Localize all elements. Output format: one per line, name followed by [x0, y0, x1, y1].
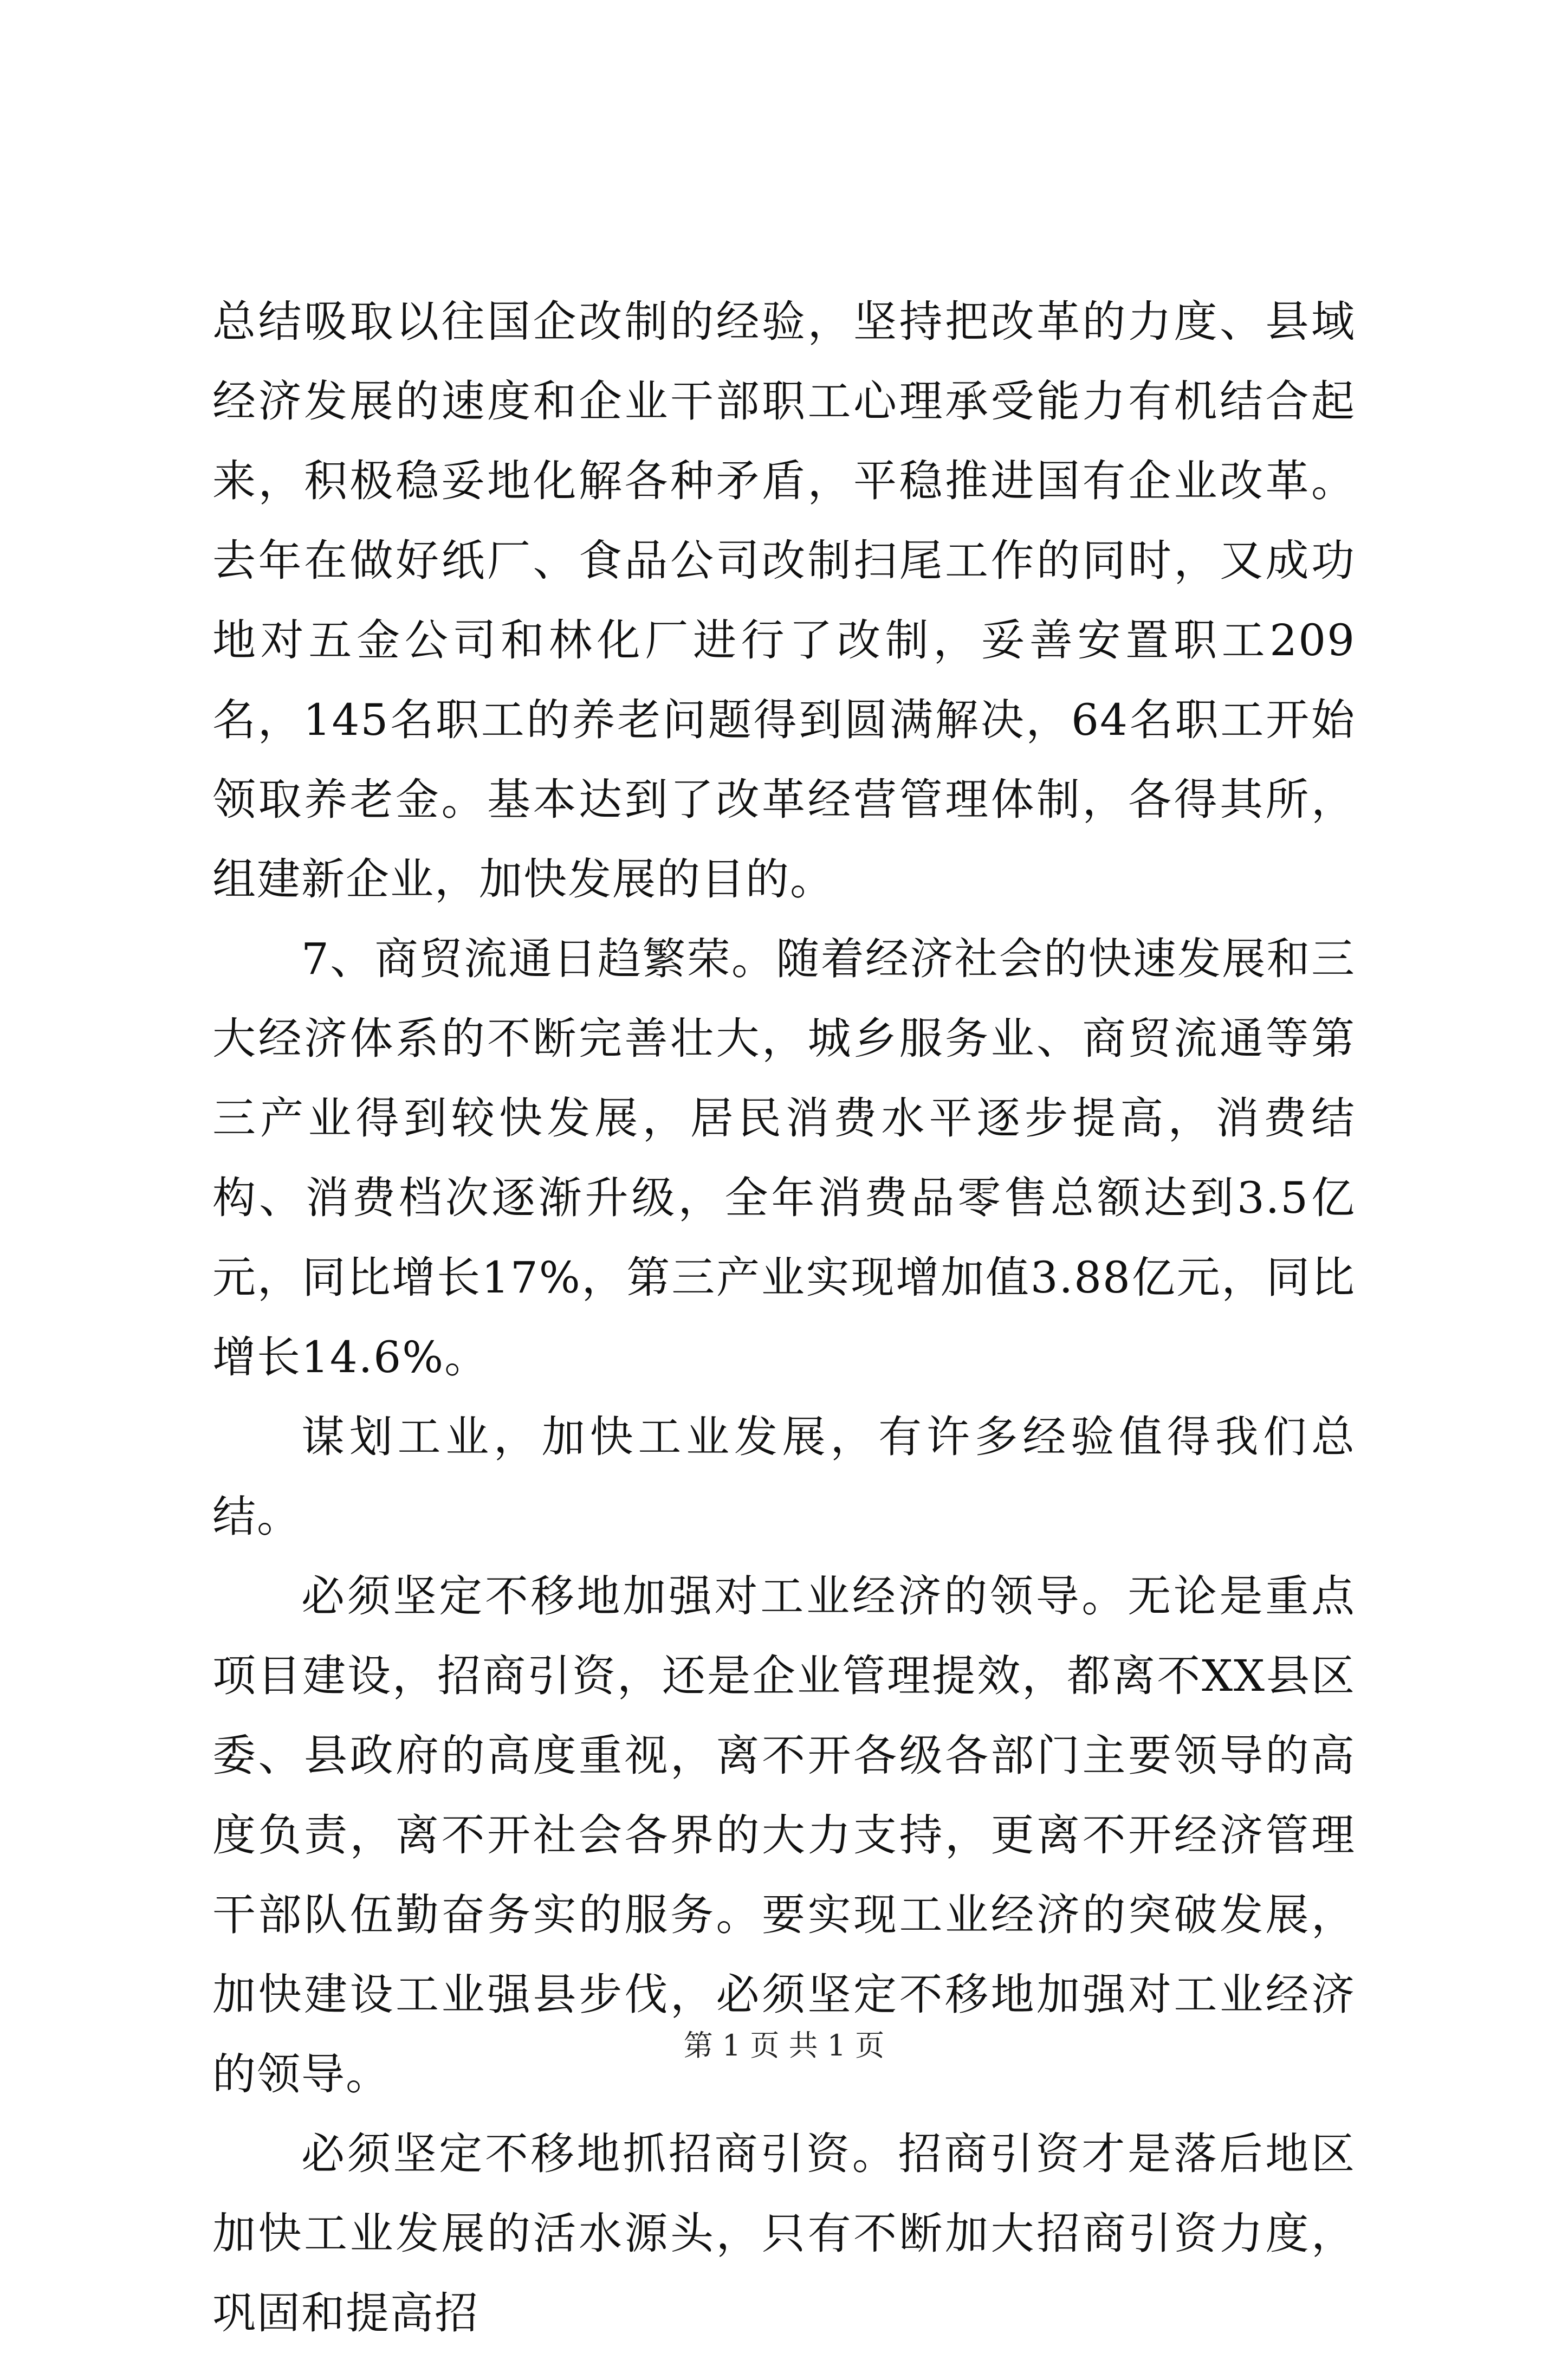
page-footer: 第 1 页 共 1 页	[683, 2028, 885, 2063]
paragraph-5: 必须坚定不移地抓招商引资。招商引资才是落后地区加快工业发展的活水源头，只有不断加大招商引资力度，巩固和提高招	[212, 2129, 1356, 2338]
paragraph-4: 必须坚定不移地加强对工业经济的领导。无论是重点项目建设，招商引资，还是企业管理提效，都离不XX县区委、县政府的高度重视，离不开各级各部门主要领导的高度负责，离不开社会各界的大力支持，更离不开经济管理干部队伍勤奋务实的服务。要实现工业经济的突破发展，加快建设工业强县步伐，必须坚定不移地加强对工业经济的领导。	[212, 1571, 1356, 2099]
paragraph-3: 谋划工业，加快工业发展，有许多经验值得我们总结。	[212, 1412, 1356, 1542]
paragraph-1: 总结吸取以往国企改制的经验，坚持把改革的力度、县域经济发展的速度和企业干部职工心理承受能力有机结合起来，积极稳妥地化解各种矛盾，平稳推进国有企业改革。去年在做好纸厂、食品公司改制扫尾工作的同时，又成功地对五金公司和林化厂进行了改制，妥善安置职工209名，145名职工的养老问题得到圆满解决，64名职工开始领取养老金。基本达到了改革经营管理体制，各得其所，组建新企业，加快发展的目的。	[212, 296, 1356, 904]
paragraph-2: 7、商贸流通日趋繁荣。随着经济社会的快速发展和三大经济体系的不断完善壮大，城乡服务业、商贸流通等第三产业得到较快发展，居民消费水平逐步提高，消费结构、消费档次逐渐升级，全年消费品零售总额达到3.5亿元，同比增长17%，第三产业实现增加值3.88亿元，同比增长14.6%。	[212, 934, 1356, 1382]
